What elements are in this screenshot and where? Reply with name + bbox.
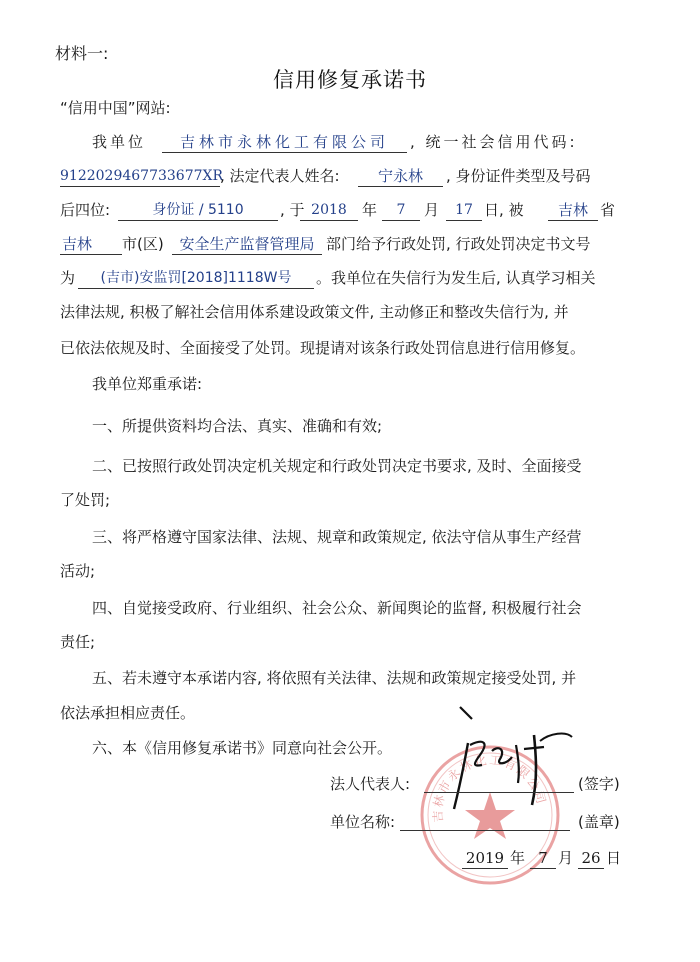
p3-text-a: 后四位: (60, 201, 111, 219)
p3-text-c: 日, 被 (484, 201, 524, 219)
p3-nian: 年 (362, 201, 378, 219)
sign-month: 7 (530, 848, 556, 869)
authority-field: 安全生产监督管理局 (172, 234, 322, 255)
p7-text: 已依法依规及时、全面接受了处罚。现提请对该条行政处罚信息进行信用修复。 (60, 339, 586, 357)
commit-item-2: 二、已按照行政处罚决定机关规定和行政处罚决定书要求, 及时、全面接受 (92, 457, 582, 475)
commit-item-5-cont: 依法承担相应责任。 (60, 704, 196, 722)
sign-day: 26 (578, 848, 604, 869)
legal-rep-name-field: 宁永林 (358, 166, 443, 187)
legal-rep-label: 法人代表人: (330, 775, 411, 793)
commit-item-3: 三、将严格遵守国家法律、法规、规章和政策规定, 依法守信从事生产经营 (92, 528, 582, 546)
penalty-year-field: 2018 (300, 200, 358, 221)
signature-line (424, 792, 574, 793)
penalty-month-field: 7 (382, 200, 420, 221)
handwritten-signature (420, 705, 600, 815)
p4-shi: 市(区) (122, 235, 164, 253)
p2-text-b: , 法定代表人姓名: (220, 167, 340, 185)
material-label: 材料一: (55, 44, 109, 63)
commit-item-4-cont: 责任; (60, 633, 96, 651)
p1-text-b: , 统一社会信用代码: (410, 133, 578, 151)
p3-yue: 月 (424, 201, 440, 219)
p2-text-c: , 身份证件类型及号码 (446, 167, 591, 185)
sign-ri: 日 (606, 849, 622, 867)
province-field: 吉林 (548, 200, 598, 221)
commit-item-1: 一、所提供资料均合法、真实、准确和有效; (92, 417, 383, 435)
company-name-field: 吉林市永林化工有限公司 (162, 132, 407, 153)
page-title: 信用修复承诺书 (273, 68, 427, 92)
city-field: 吉林 (60, 234, 122, 255)
sign-nian: 年 (510, 849, 526, 867)
commit-item-4: 四、自觉接受政府、行业组织、社会公众、新闻舆论的监督, 积极履行社会 (92, 599, 582, 617)
commit-item-6: 六、本《信用修复承诺书》同意向社会公开。 (92, 739, 393, 757)
sign-year: 2019 (462, 848, 508, 869)
unit-name-label: 单位名称: (330, 813, 396, 831)
p3-sheng: 省 (600, 201, 616, 219)
credit-code-field: 9122029467733677XR (60, 166, 220, 187)
decision-number-field: (吉市)安监罚[2018]1118W号 (78, 268, 314, 289)
p1-text-a: 我单位 (92, 133, 147, 151)
p6-text: 法律法规, 积极了解社会信用体系建设政策文件, 主动修正和整改失信行为, 并 (60, 303, 569, 321)
p4-text-b: 部门给予行政处罚, 行政处罚决定书文号 (326, 235, 591, 253)
id-info-field: 身份证 / 5110 (118, 200, 278, 221)
commit-item-5: 五、若未遵守本承诺内容, 将依照有关法律、法规和政策规定接受处罚, 并 (92, 669, 577, 687)
recipient: “信用中国”网站: (60, 99, 171, 117)
sign-suffix: (签字) (578, 775, 620, 793)
commit-item-2-cont: 了处罚; (60, 491, 111, 509)
commit-intro: 我单位郑重承诺: (92, 375, 203, 393)
commit-item-3-cont: 活动; (60, 562, 96, 580)
seal-suffix: (盖章) (578, 813, 620, 831)
seal-text: 吉林市永林化工有限公司 (430, 752, 549, 823)
sign-yue: 月 (558, 849, 574, 867)
unit-name-line (400, 830, 570, 831)
p5-text-b: 。我单位在失信行为发生后, 认真学习相关 (316, 269, 596, 287)
p3-text-b: , 于 (280, 201, 305, 219)
penalty-day-field: 17 (446, 200, 482, 221)
p5-text-a: 为 (60, 269, 76, 287)
